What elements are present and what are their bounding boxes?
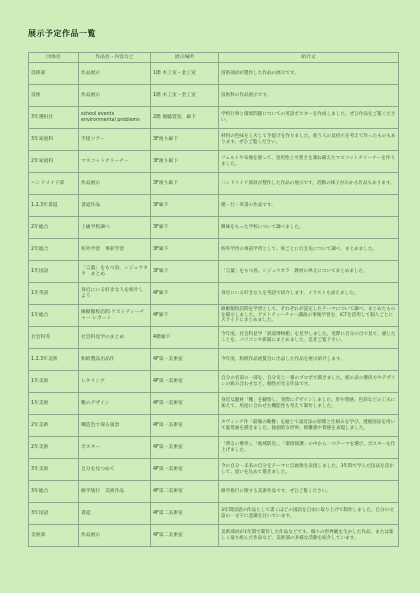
- cell-place: 2階 視聴覚室、廊下: [151, 107, 219, 129]
- cell-description: 今年度、社会科見学「鉄道博物館」を見学しました。実際に自分の目で見て、感じたことを、パソコンや新聞にまとめました。是非ご覧下さい。: [219, 327, 399, 349]
- cell-work: 作品展示: [79, 63, 151, 85]
- cell-description: 興味をもった学校について調べました。: [219, 217, 399, 239]
- cell-work: 校外学習 事前学習: [79, 239, 151, 261]
- cell-work: 作品展示: [79, 85, 151, 107]
- header-group: 団体名: [29, 53, 79, 63]
- cell-group: 3年国語: [29, 503, 79, 525]
- cell-place: 4F廊下: [151, 305, 219, 327]
- cell-group: 1年美術: [29, 371, 79, 393]
- cell-description: 技術部員が製作した作品の展示です。: [219, 63, 399, 85]
- cell-place: 4F第二美術室: [151, 481, 219, 503]
- cell-description: 学校行事と環境問題についての英語ポスターを作成しました。ぜひ作品をご覧ください。: [219, 107, 399, 129]
- table-row: [29, 503, 399, 525]
- table-row: [29, 481, 399, 503]
- table-row: [29, 283, 399, 305]
- cell-place: 4F第一美術室: [151, 415, 219, 437]
- cell-work: 自分を見つめて: [79, 459, 151, 481]
- table-row: [29, 151, 399, 173]
- cell-work: school events environmental problems: [79, 107, 151, 129]
- cell-work: 和紙製品出品作: [79, 349, 151, 371]
- cell-place: 1階 木工室・金工室: [151, 63, 219, 85]
- cell-place: 3F渡り廊下: [151, 151, 219, 173]
- cell-work: 手提ツアー: [79, 129, 151, 151]
- cell-work: 靴のデザイン: [79, 393, 151, 415]
- table-row: [29, 129, 399, 151]
- cell-description: タヴィンチ作「最後の晩餐」を通じて遠近法の原理と仕組みを学び、透視図法を用いて風景画を描きました。独創的な世界、距離感や質感を表現しました。: [219, 415, 399, 437]
- cell-work: 修学旅行 美術作品: [79, 481, 151, 503]
- cell-description: 「明るい選挙」、「地域防災」、「環境保護」の中から一つテーマを選び、ポスターを仕上げました。: [219, 437, 399, 459]
- cell-group: 技術部: [29, 63, 79, 85]
- cell-description: フェルトや布地を使って、実用性と可愛さを兼ね備えたマスコットクリーナーを作りました。: [219, 151, 399, 173]
- cell-description: 美術部員が1年間で制作した作品などです。個々の世界観を生かした作品、または楽しく取り組んだ作品など、美術部の多様な活動を紹介しています。: [219, 525, 399, 547]
- cell-group: 3年総合: [29, 481, 79, 503]
- cell-description: 「言葉」をもつ鳥、シジュウカラ 教材の単元についてまとめました。: [219, 261, 399, 283]
- cell-description: 校外学習の事前学習として、班ごとに行き先について調べ、まとめました。: [219, 239, 399, 261]
- table-row: [29, 261, 399, 283]
- cell-description: 材料の色味を工夫して手提げを作りました。使う人の気持ちを考えて作ったものもあります。ぜひご覧ください。: [219, 129, 399, 151]
- cell-group: 2年総合: [29, 217, 79, 239]
- cell-group: 1年美術: [29, 393, 79, 415]
- cell-description: 今の自分・未来の自分をテーマに自画像を表現しました。3年間で学んだ技法を活かして、思いを込めて描きました。: [219, 459, 399, 481]
- table-row: [29, 63, 399, 85]
- cell-place: 4F第一美術室: [151, 393, 219, 415]
- cell-description: 身近にいる好きな人を英語で紹介します。イラストも添えました。: [219, 283, 399, 305]
- cell-place: 3F渡り廊下: [151, 129, 219, 151]
- cell-place: 3F渡り廊下: [151, 173, 219, 195]
- cell-group: 社会科等: [29, 327, 79, 349]
- cell-place: 4F第一美術室: [151, 459, 219, 481]
- cell-group: 2年家庭科: [29, 151, 79, 173]
- cell-description: 楷・行・草書の作品です。: [219, 195, 399, 217]
- cell-group: 3年家庭科: [29, 129, 79, 151]
- table-row: [29, 239, 399, 261]
- table-row: [29, 371, 399, 393]
- cell-group: 3年美術: [29, 459, 79, 481]
- page-title: 展示予定作品一覧: [28, 29, 96, 38]
- cell-work: 身近にいる好きな人を紹介しよう: [79, 283, 151, 305]
- cell-group: 2年総合: [29, 239, 79, 261]
- cell-group: 1年総合: [29, 305, 79, 327]
- cell-group: 1.2.3年書道: [29, 195, 79, 217]
- cell-description: 修猷館校訪問を学習として、それぞれが設定したテーマについて調べ、まとめたものを掲示しました。ゲストティーチャー講演の事後学習を、ICTを活用して個人ごとにスライドにまとめました。: [219, 305, 399, 327]
- header-place: 展示場所: [151, 53, 219, 63]
- cell-place: 3F廊下: [151, 239, 219, 261]
- cell-place: 3F廊下: [151, 217, 219, 239]
- table-row: [29, 195, 399, 217]
- cell-work: 社会科見学のまとめ: [79, 327, 151, 349]
- cell-work: 「言葉」をもつ鳥、シジュウカラ まとめ: [79, 261, 151, 283]
- table-row: [29, 525, 399, 547]
- table-row: [29, 85, 399, 107]
- cell-place: 4階廊下: [151, 327, 219, 349]
- table-row: [29, 415, 399, 437]
- cell-work: 作品展示: [79, 525, 151, 547]
- cell-description: 自分の名前の一部を、自分史上一番のプロボで描きました。紙の表の選択方やデザインの組み合わせなど、個性が光る作品です。: [219, 371, 399, 393]
- cell-place: 4F第一美術室: [151, 349, 219, 371]
- cell-group: 1年国語: [29, 261, 79, 283]
- cell-description: 修学旅行に関する美術作品です。ぜひご覧ください。: [219, 481, 399, 503]
- cell-work: 書道: [79, 503, 151, 525]
- table-row: [29, 459, 399, 481]
- cell-place: 3F廊下: [151, 195, 219, 217]
- cell-place: 4F第一美術室: [151, 371, 219, 393]
- cell-group: ハンドメイド部: [29, 173, 79, 195]
- cell-work: ポスター: [79, 437, 151, 459]
- cell-group: 美術部: [29, 525, 79, 547]
- table-row: [29, 107, 399, 129]
- cell-place: 4F廊下: [151, 283, 219, 305]
- cell-description: ハンドメイド部員が製作した作品の展示です。活動の様子がわかる作品もあります。: [219, 173, 399, 195]
- cell-place: 3F廊下: [151, 261, 219, 283]
- table-row: [29, 327, 399, 349]
- cell-description: 技術科の作品展示です。: [219, 85, 399, 107]
- table-row: [29, 349, 399, 371]
- table-row: [29, 217, 399, 239]
- cell-group: 2年美術: [29, 437, 79, 459]
- exhibit-table: [28, 52, 399, 547]
- cell-description: 身近な題材「靴」を観察し、実際にデザインしました。形や質感、色彩などの工夫に加えて、用途に合わせた機能性も考えて制作しました。: [219, 393, 399, 415]
- cell-work: マスコットクリーナー: [79, 151, 151, 173]
- cell-place: 4F第二美術室: [151, 525, 219, 547]
- cell-place: 4F第二美術室: [151, 503, 219, 525]
- header-work: 作品名・内容など: [79, 53, 151, 63]
- cell-description: 3年間国語の作品として書くほどの国語を自由に取り上げて制作しました。自分の文語の一文字に意識を注いでいます。: [219, 503, 399, 525]
- cell-work: 作品展示: [79, 173, 151, 195]
- cell-group: 1年英語: [29, 283, 79, 305]
- cell-work: 上級学校調べ: [79, 217, 151, 239]
- table-row: [29, 393, 399, 415]
- cell-work: 修猷館校訪問 ゲストティーチャー レポート: [79, 305, 151, 327]
- cell-group: 1.2.3年美術: [29, 349, 79, 371]
- cell-group: 3年選択社: [29, 107, 79, 129]
- cell-place: 1階 木工室・金工室: [151, 85, 219, 107]
- table-header-row: [29, 53, 399, 63]
- table-body: [29, 63, 399, 547]
- cell-place: 4F第一美術室: [151, 437, 219, 459]
- cell-group: 技術: [29, 85, 79, 107]
- table-row: [29, 437, 399, 459]
- table-row: [29, 305, 399, 327]
- cell-description: 今年度、和紙作品展覧会に出品した作品を展示紹介します。: [219, 349, 399, 371]
- cell-work: 構造色で探る風景: [79, 415, 151, 437]
- cell-work: 書道作品: [79, 195, 151, 217]
- header-description: 紹介文: [219, 53, 399, 63]
- table-row: [29, 173, 399, 195]
- cell-work: レタリング: [79, 371, 151, 393]
- cell-group: 2年美術: [29, 415, 79, 437]
